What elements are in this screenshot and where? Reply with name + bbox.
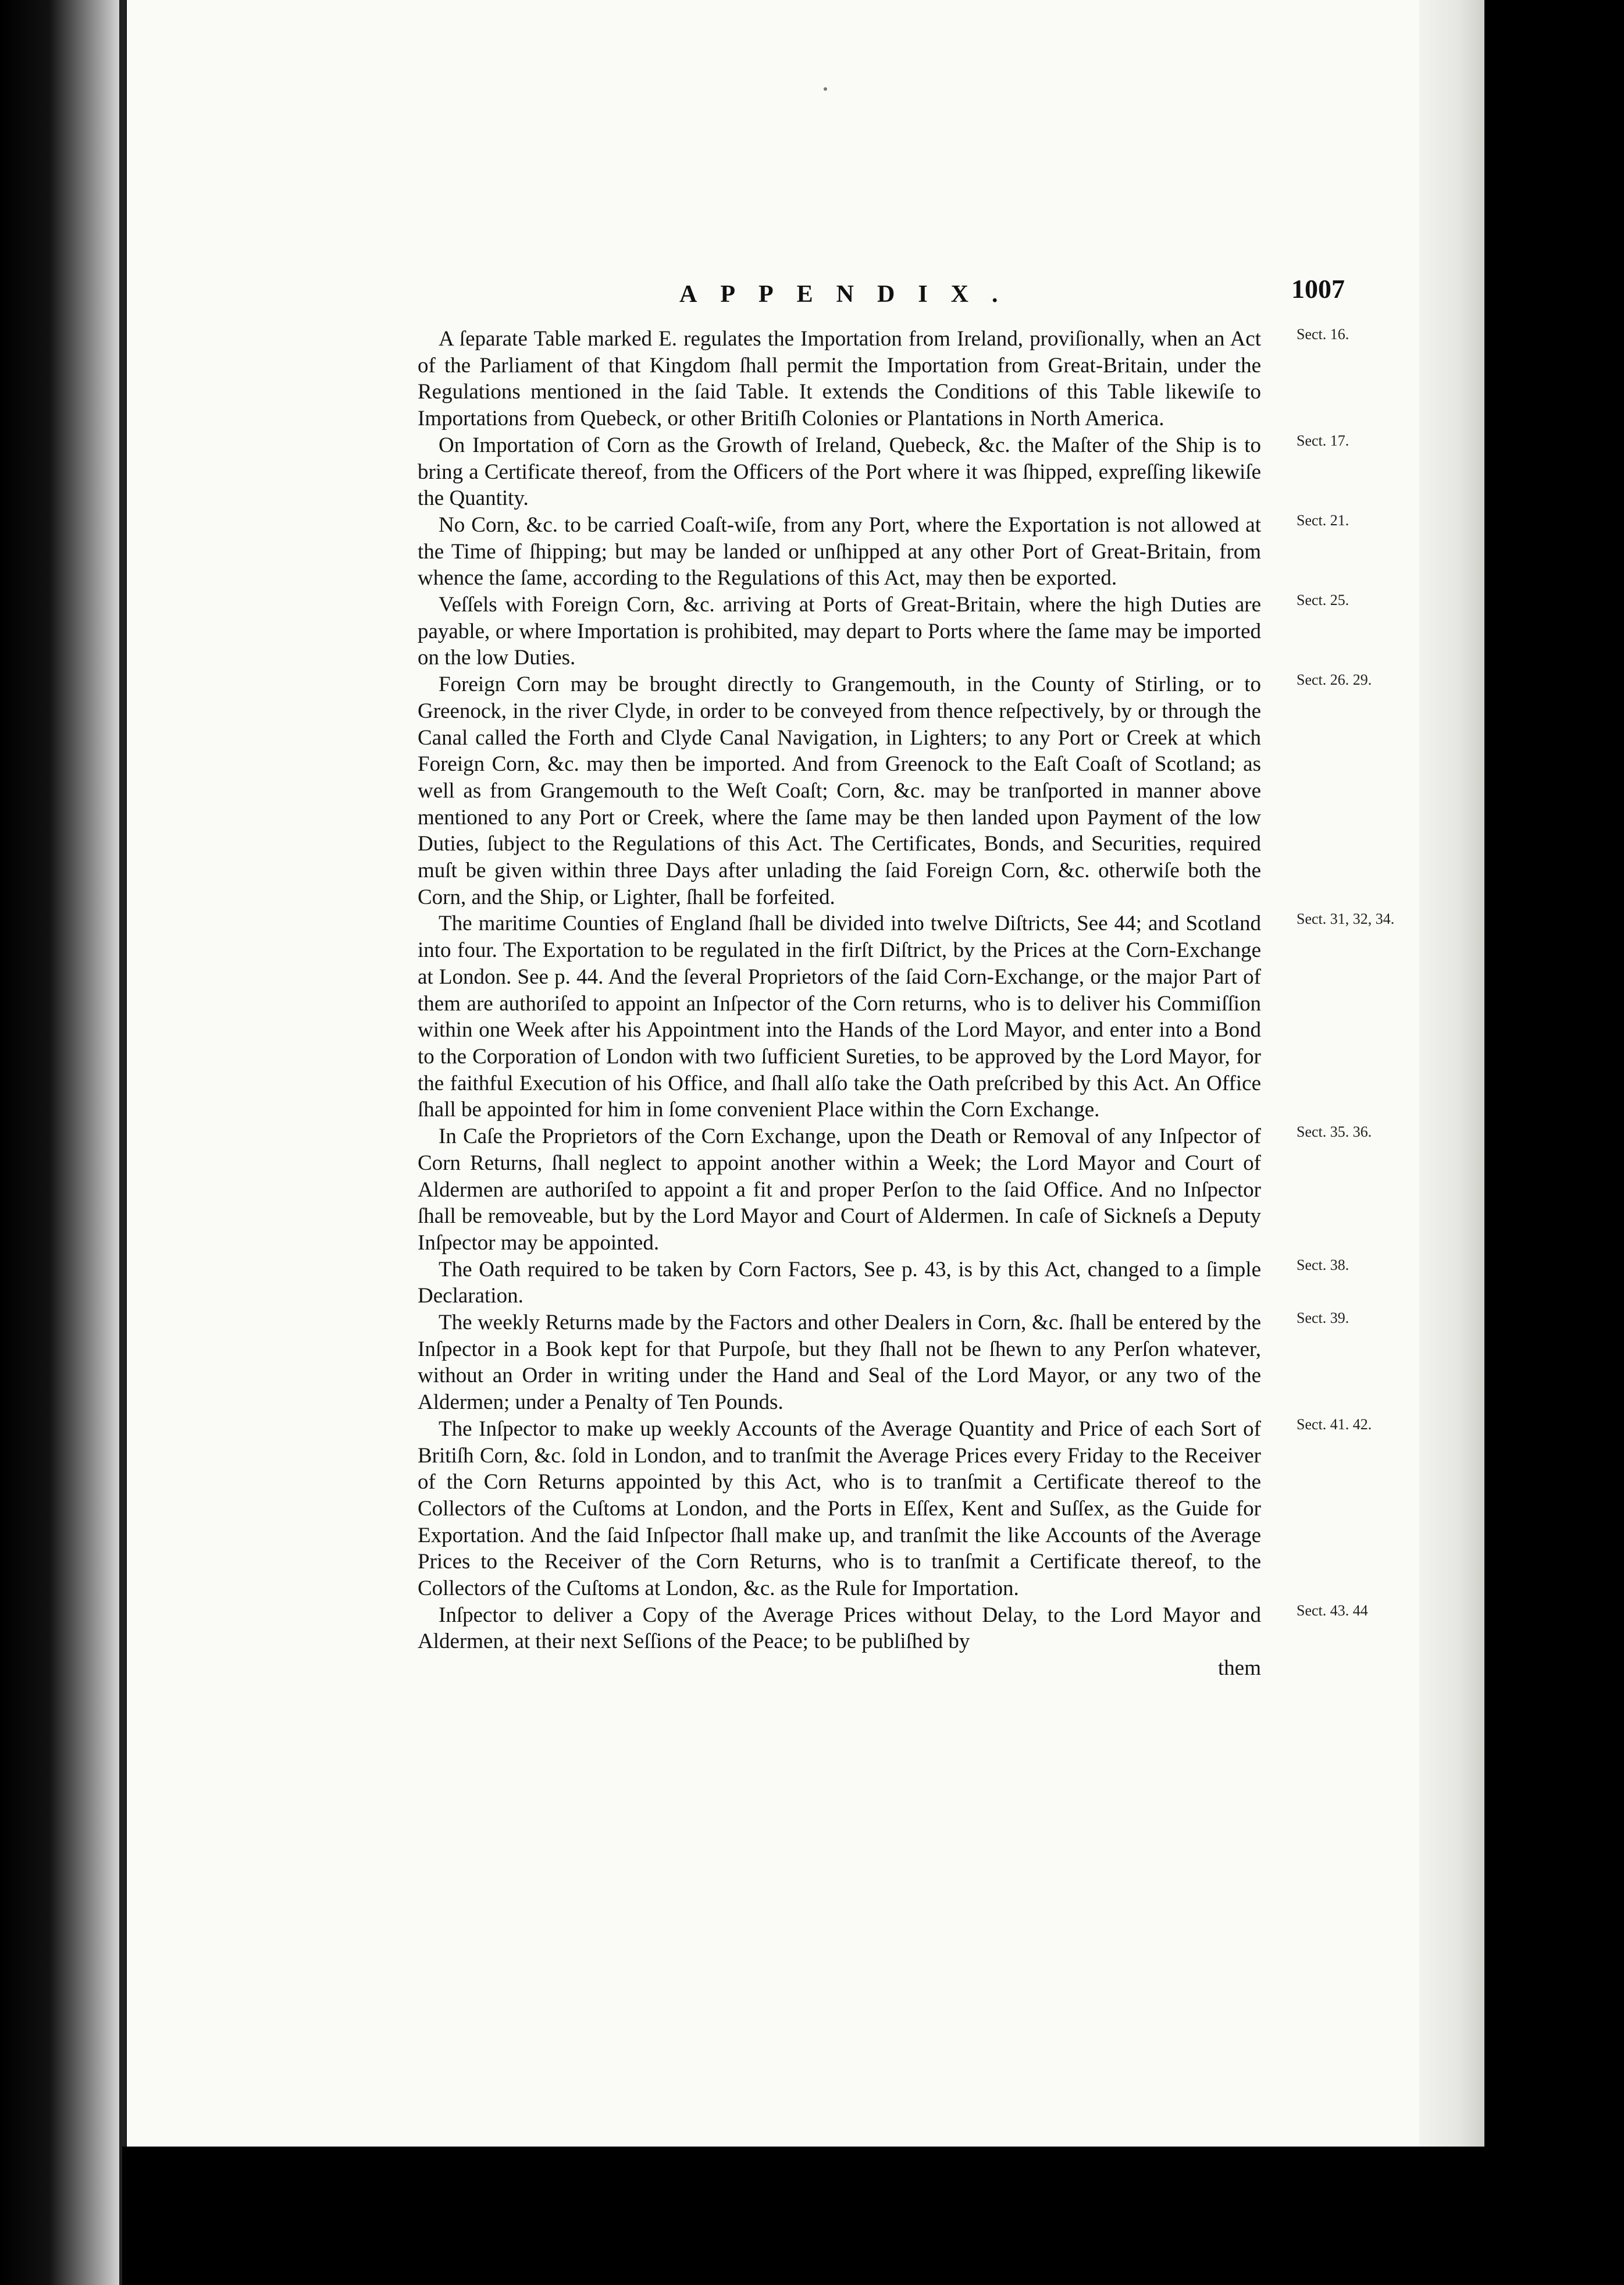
paragraph [418, 1309, 1349, 1416]
section-reference: Sect. 25. [1297, 592, 1349, 609]
gutter-shadow [119, 0, 126, 2285]
page-header [261, 273, 1345, 320]
paragraph [418, 592, 1349, 671]
ink-speck [824, 87, 827, 91]
paragraph-text: In Caſe the Proprietors of the Corn Exchange, upon the Death or Removal of any Inſpector of Corn Returns, ſhall neglect to appoint another within a Week; the Lord Mayor and Court of Aldermen are authoriſed to appoint a fit and proper Perſon to the ſaid Office. And no Inſpector ſhall be removeable, but by the Lord Mayor and Court of Aldermen. In caſe of Sickneſs a Deputy Inſpector may be appointed. [418, 1124, 1261, 1255]
left-page-edge [0, 0, 122, 2285]
section-reference: Sect. 43. 44 [1297, 1601, 1368, 1619]
paragraph [418, 1256, 1349, 1309]
paragraph-text: A ſeparate Table marked E. regulates the Importation from Ireland, proviſionally, when an Act of the Parliament of that Kingdom ſhall permit the Importation from Great-Britain, under the Regulations mentioned in the ſaid Table. It extends the Conditions of this Table likewiſe to Importations from Quebeck, or other Britiſh Colonies or Plantations in North America. [418, 327, 1261, 431]
page-number: 1007 [1291, 274, 1345, 304]
running-title: APPENDIX. [679, 281, 1021, 308]
catchword: them [1218, 1656, 1261, 1681]
paragraph-text: The weekly Returns made by the Factors and other Dealers in Corn, &c. ſhall be entered by the Inſpector in a Book kept for that Purpoſe, but they ſhall not be ſhewn to any Perſon whatever, without an Order in writing under the Hand and Seal of the Lord Mayor, or any two of the Aldermen; under a Penalty of Ten Pounds. [418, 1311, 1261, 1415]
paragraph [418, 432, 1349, 512]
body-text [418, 326, 1395, 1682]
section-reference: Sect. 35. 36. [1297, 1123, 1372, 1141]
paragraph-text: The Inſpector to make up weekly Accounts of the Average Quantity and Price of each Sort of Britiſh Corn, &c. ſold in London, and to tranſmit the Average Prices every Friday to the Receiver of the Corn Returns appointed by this Act, who is to tranſmit a Certificate thereof to the Collectors of the Cuſtoms at London, and the Ports in Eſſex, Kent and Suſſex, as the Guide for Exportation. And the ſaid Inſpector ſhall make up, and tranſmit the like Accounts of the Average Prices to the Receiver of the Corn Returns, who is to tranſmit a Certificate thereof, to the Collectors of the Cuſtoms at London, &c. as the Rule for Importation. [418, 1416, 1261, 1601]
section-reference: Sect. 31, 32, 34. [1297, 910, 1395, 928]
document-page [127, 0, 1484, 2147]
paragraph-text: No Corn, &c. to be carried Coaſt-wiſe, from any Port, where the Exportation is not allowed at the Time of ſhipping; but may be landed or unſhipped at any other Port of Great-Britain, from whence the ſame, according to the Regulations of this Act, may then be exported. [418, 512, 1261, 590]
section-reference: Sect. 17. [1297, 432, 1349, 449]
section-reference: Sect. 26. 29. [1297, 671, 1372, 689]
section-reference: Sect. 16. [1297, 326, 1349, 343]
paragraph [418, 910, 1395, 1123]
scan-border-bottom [122, 2147, 1484, 2285]
paragraph-text: Foreign Corn may be brought directly to Grangemouth, in the County of Stirling, or to Greenock, in the river Clyde, in order to be conveyed from thence reſpectively, by or through the Canal called the Forth and Clyde Canal Navigation, in Lighters; to any Port or Creek at which Foreign Corn, &c. may then be imported. And from Greenock to the Eaſt Coaſt of Scotland; as well as from Grangemouth to the Weſt Coaſt; Corn, &c. may be tranſported in manner above mentioned to any Port or Creek, where the ſame may be then landed upon Payment of the low Duties, ſubject to the Regulations of this Act. The Certificates, Bonds, and Securities, required muſt be given within three Days after unlading the ſaid Foreign Corn, &c. otherwiſe both the Corn, and the Ship, or Lighter, ſhall be forfeited. [418, 672, 1261, 909]
paragraph [418, 1123, 1372, 1257]
paragraph-text: Veſſels with Foreign Corn, &c. arriving at Ports of Great-Britain, where the high Duties are payable, or where Importation is prohibited, may depart to Ports where the ſame may be imported on the low Duties. [418, 593, 1261, 670]
paragraph [418, 326, 1349, 432]
paragraph [418, 511, 1349, 592]
paragraph [418, 1415, 1372, 1602]
paragraph-text: On Importation of Corn as the Growth of Ireland, Quebeck, &c. the Maſter of the Ship is to bring a Certificate thereof, from the Officers of the Port where it was ſhipped, expreſſing likewiſe the Quantity. [418, 433, 1261, 511]
paragraph-text: The maritime Counties of England ſhall be divided into twelve Diſtricts, See 44; and Scotland into four. The Exportation to be regulated in the firſt Diſtrict, by the Prices at the Corn-Exchange at London. See p. 44. And the ſeveral Proprietors of the ſaid Corn-Exchange, or the major Part of them are authoriſed to appoint an Inſpector of the Corn returns, who is to deliver his Commiſſion within one Week after his Appointment into the Hands of the Lord Mayor, and enter into a Bond to the Corporation of London with two ſufficient Sureties, to be approved by the Lord Mayor, for the faithful Execution of his Office, and ſhall alſo take the Oath preſcribed by this Act. An Office ſhall be appointed for him in ſome convenient Place within the Corn Exchange. [418, 912, 1261, 1122]
section-reference: Sect. 38. [1297, 1256, 1349, 1273]
section-reference: Sect. 21. [1297, 511, 1349, 529]
paragraph [418, 671, 1372, 910]
section-reference: Sect. 39. [1297, 1309, 1349, 1327]
section-reference: Sect. 41. 42. [1297, 1415, 1372, 1433]
paragraph [418, 1601, 1368, 1655]
scan-border-right [1484, 0, 1624, 2285]
paragraph-text: The Oath required to be taken by Corn Factors, See p. 43, is by this Act, changed to a ſimple Declaration. [418, 1257, 1261, 1308]
paragraph-text: Inſpector to deliver a Copy of the Average Prices without Delay, to the Lord Mayor and Aldermen, at their next Seſſions of the Peace; to be publiſhed by [418, 1603, 1261, 1654]
page-fore-edge [1419, 0, 1484, 2147]
